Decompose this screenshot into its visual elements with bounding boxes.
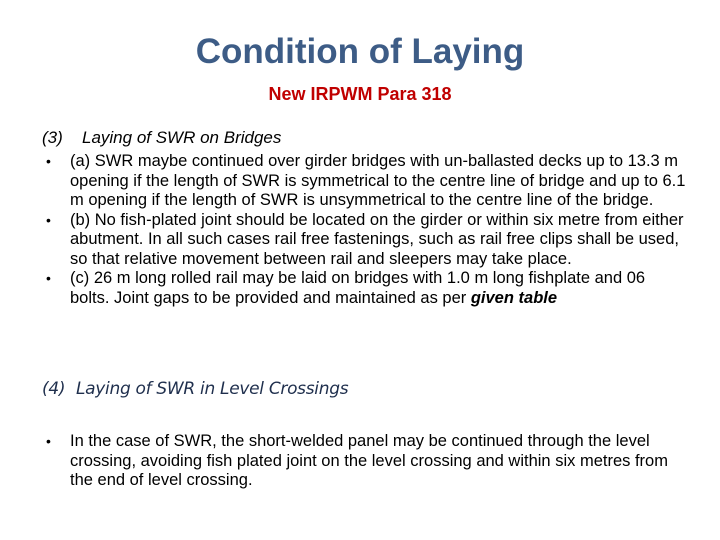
section-3-title: Laying of SWR on Bridges [82, 128, 282, 147]
section-3-item-c-text: (c) 26 m long rolled rail may be laid on bridges with 1.0 m long fishplate and 06 bolts. Joint gaps to be provided and maintained as per [70, 269, 646, 307]
section-4-item-text: In the case of SWR, the short-welded panel may be continued through the level crossing, avoiding fish plated joint on the level crossing and within six metres from the end of level crossing. [70, 432, 668, 489]
section-3-list [46, 152, 686, 308]
bullet-icon: • [46, 433, 51, 449]
bullet-icon: • [46, 153, 51, 169]
page-subtitle: New IRPWM Para 318 [268, 84, 452, 104]
given-table-reference: given table [470, 288, 558, 307]
section-4-item [46, 432, 686, 491]
section-4-list [46, 432, 686, 491]
section-3-item-c [46, 269, 686, 308]
section-3-heading [42, 127, 281, 149]
section-4-number: (4) [42, 379, 66, 399]
section-3-item-a-text: (a) SWR maybe continued over girder bridges with un-ballasted decks up to 13.3 m opening if the length of SWR is symmetrical to the centre line of bridge and up to 6.1 m opening if the length of SWR is unsymmetrical to the centre line of the bridge. [70, 152, 686, 209]
page-title: Condition of Laying [195, 32, 525, 71]
section-3-number: (3) [42, 128, 63, 147]
section-3-item-b [46, 211, 686, 270]
section-4-heading [42, 378, 348, 400]
bullet-icon: • [46, 270, 51, 286]
section-3-item-b-text: (b) No fish-plated joint should be located on the girder or within six metre from either abutment. In all such cases rail free fastenings, such as rail free clips shall be used, so that relative movement between rail and sleepers may take place. [70, 210, 684, 268]
section-4-title: Laying of SWR in Level Crossings [76, 379, 349, 399]
bullet-icon: • [46, 211, 51, 228]
section-3-item-a [46, 152, 686, 211]
